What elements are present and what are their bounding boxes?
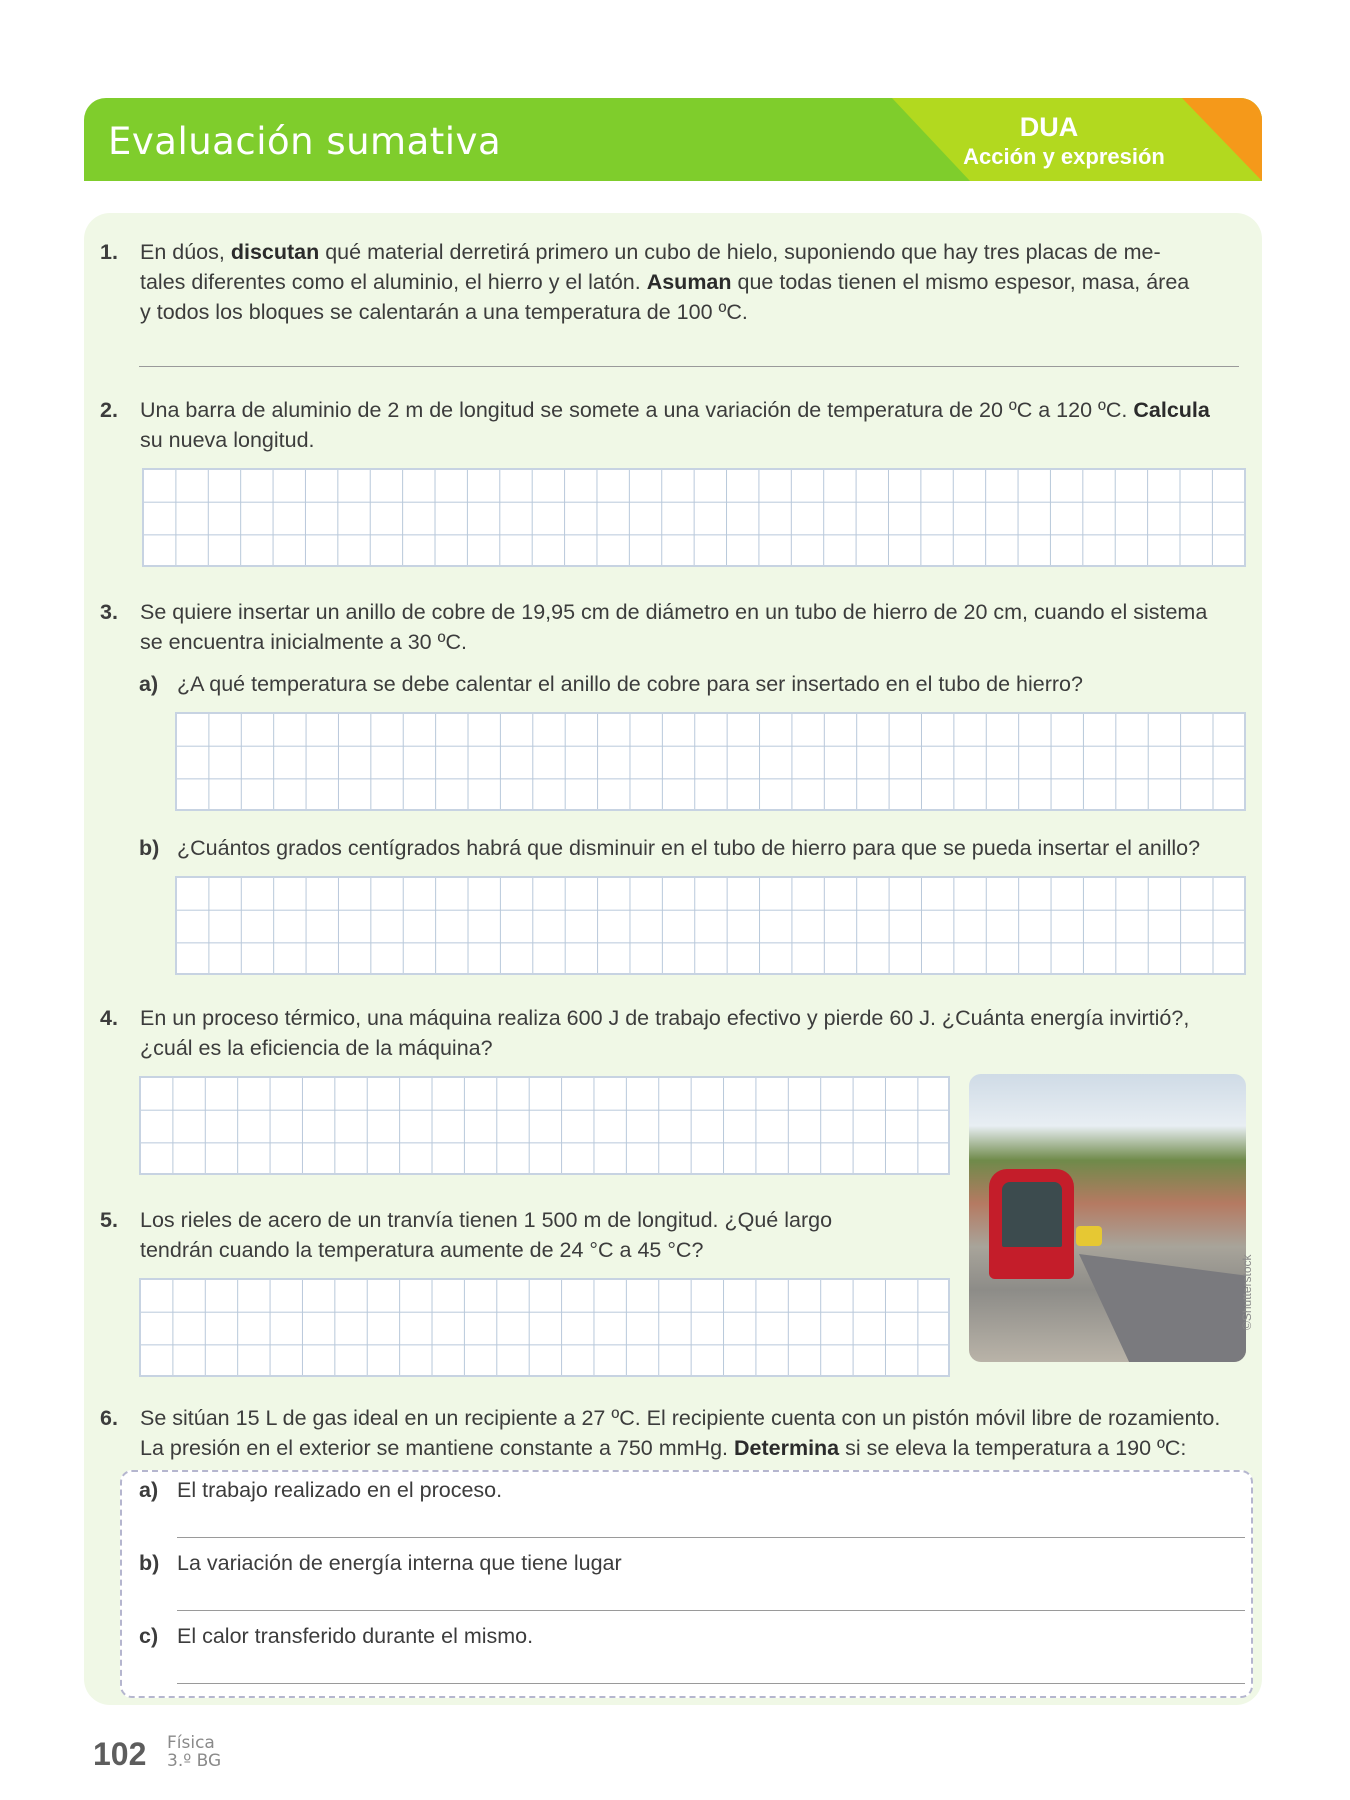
question-1-line-2: tales diferentes como el aluminio, el hierro y el latón. Asuman que todas tienen el mismo espesor, masa, área bbox=[140, 270, 1190, 294]
question-number: 6. bbox=[100, 1406, 118, 1430]
sub-text: La variación de energía interna que tiene lugar bbox=[177, 1551, 622, 1575]
answer-line-q1[interactable] bbox=[139, 366, 1239, 367]
question-number: 4. bbox=[100, 1006, 118, 1030]
photo-taxi bbox=[1076, 1226, 1102, 1246]
question-number: 2. bbox=[100, 398, 118, 422]
page-number: 102 bbox=[93, 1736, 147, 1772]
footer-subject bbox=[167, 1734, 221, 1770]
question-5-line-2: tendrán cuando la temperatura aumente de 24 °C a 45 °C? bbox=[140, 1238, 704, 1262]
photo-tram-window bbox=[1002, 1182, 1062, 1247]
answer-grid-q5[interactable] bbox=[139, 1278, 950, 1377]
question-6 bbox=[100, 1403, 1260, 1467]
question-5-line-1: Los rieles de acero de un tranvía tienen 1 500 m de longitud. ¿Qué largo bbox=[140, 1208, 833, 1232]
sub-letter: b) bbox=[139, 1551, 160, 1575]
question-6-line-1: Se sitúan 15 L de gas ideal en un recipiente a 27 ºC. El recipiente cuenta con un pistón móvil libre de rozamiento. bbox=[140, 1406, 1221, 1430]
question-1-line-1: En dúos, discutan qué material derretirá primero un cubo de hielo, suponiendo que hay tres placas de me- bbox=[140, 240, 1161, 264]
tram-photo bbox=[969, 1074, 1246, 1362]
question-4-line-2: ¿cuál es la eficiencia de la máquina? bbox=[140, 1036, 493, 1060]
answer-grid-q2[interactable] bbox=[142, 468, 1246, 567]
answer-grid-q3a[interactable] bbox=[175, 712, 1246, 811]
question-6a bbox=[139, 1475, 1239, 1505]
sub-text: ¿Cuántos grados centígrados habrá que disminuir en el tubo de hierro para que se pueda insertar el anillo? bbox=[177, 836, 1201, 860]
answer-line-q6c[interactable] bbox=[177, 1683, 1245, 1684]
question-6c bbox=[139, 1621, 1239, 1651]
question-3a bbox=[139, 669, 1239, 699]
question-number: 3. bbox=[100, 600, 118, 624]
answer-grid-q4[interactable] bbox=[139, 1076, 950, 1175]
sub-text: ¿A qué temperatura se debe calentar el anillo de cobre para ser insertado en el tubo de hierro? bbox=[177, 672, 1083, 696]
question-2-line-1: Una barra de aluminio de 2 m de longitud se somete a una variación de temperatura de 20 ºC a 120 ºC. Calcula bbox=[140, 398, 1210, 422]
dua-label: DUA bbox=[1019, 112, 1079, 142]
section-header bbox=[84, 98, 1262, 181]
question-2-line-2: su nueva longitud. bbox=[140, 428, 315, 452]
answer-line-q6b[interactable] bbox=[177, 1610, 1245, 1611]
question-5 bbox=[100, 1205, 960, 1269]
question-number: 5. bbox=[100, 1208, 118, 1232]
keyword-determina: Determina bbox=[733, 1436, 840, 1460]
question-4 bbox=[100, 1003, 1250, 1067]
photo-credit: ©Shutterstock bbox=[1240, 1254, 1254, 1330]
sub-letter: a) bbox=[139, 672, 159, 696]
sub-letter: c) bbox=[139, 1624, 159, 1648]
sub-text: El calor transferido durante el mismo. bbox=[177, 1624, 534, 1648]
question-4-line-1: En un proceso térmico, una máquina realiza 600 J de trabajo efectivo y pierde 60 J. ¿Cuánta energía invirtió?, bbox=[140, 1006, 1190, 1030]
keyword-calcula: Calcula bbox=[1133, 398, 1210, 422]
keyword-asuman: Asuman bbox=[646, 270, 732, 294]
question-6-line-2: La presión en el exterior se mantiene constante a 750 mmHg. Determina si se eleva la temperatura a 190 ºC: bbox=[140, 1436, 1187, 1460]
answer-line-q6a[interactable] bbox=[177, 1537, 1245, 1538]
question-2 bbox=[100, 395, 1250, 459]
question-1-line-3: y todos los bloques se calentarán a una temperatura de 100 ºC. bbox=[140, 300, 748, 324]
sub-letter: a) bbox=[139, 1478, 159, 1502]
question-3 bbox=[100, 597, 1250, 661]
subject-name: Física bbox=[167, 1733, 215, 1753]
keyword-discutan: discutan bbox=[230, 240, 320, 264]
question-3-line-2: se encuentra inicialmente a 30 ºC. bbox=[140, 630, 467, 654]
section-title: Evaluación sumativa bbox=[108, 120, 502, 163]
question-1 bbox=[100, 237, 1250, 337]
grade-level: 3.º BG bbox=[167, 1751, 222, 1771]
dua-subtitle: Acción y expresión bbox=[963, 144, 1165, 169]
question-6b bbox=[139, 1548, 1239, 1578]
question-number: 1. bbox=[100, 240, 118, 264]
answer-grid-q3b[interactable] bbox=[175, 876, 1246, 975]
photo-road bbox=[1079, 1254, 1246, 1362]
sub-text: El trabajo realizado en el proceso. bbox=[177, 1478, 503, 1502]
question-3-line-1: Se quiere insertar un anillo de cobre de 19,95 cm de diámetro en un tubo de hierro de 20 cm, cuando el sistema bbox=[140, 600, 1208, 624]
sub-letter: b) bbox=[139, 836, 160, 860]
question-3b bbox=[139, 833, 1239, 863]
